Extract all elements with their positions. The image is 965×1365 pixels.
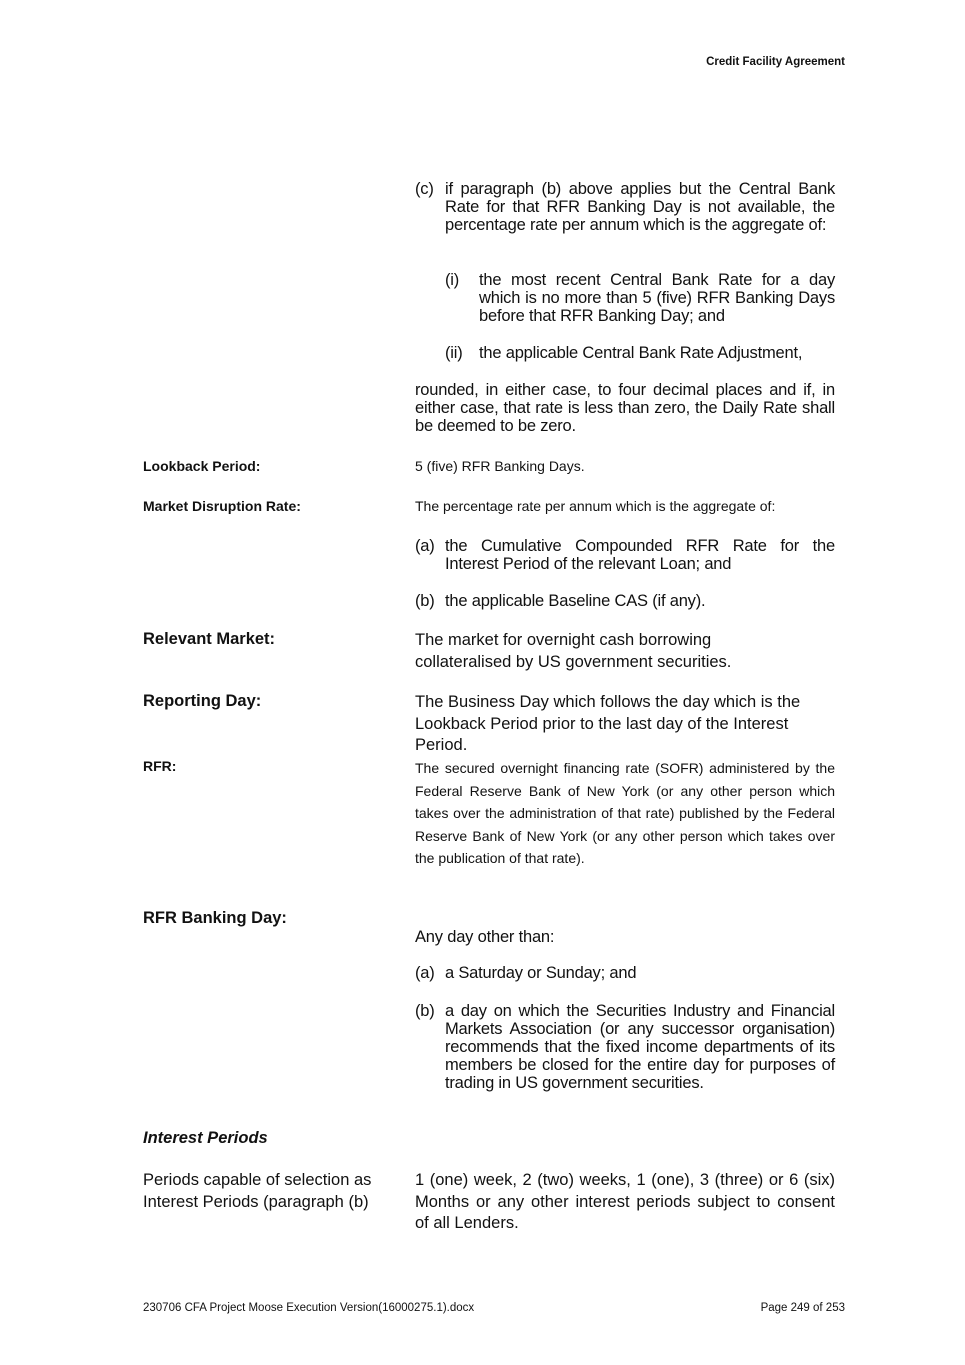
rfr-banking-day-item-a-text: a Saturday or Sunday; and [445,964,637,982]
relevant-market-line-1: The market for overnight cash borrowing [415,631,712,649]
footer-page-number: Page 249 of 253 [760,1302,845,1314]
footer-filename: 230706 CFA Project Moose Execution Version(16000275.1).docx [143,1302,475,1314]
relevant-market-text [415,630,835,673]
lookback-period-label: Lookback Period: [143,458,261,474]
market-disruption-item-b-marker: (b) [415,592,435,610]
sub-item-i-marker: (i) [445,271,460,289]
interest-periods-text: 1 (one) week, 2 (two) weeks, 1 (one), 3 (three) or 6 (six) Months or any other interest periods subject to consent of all Lenders. [415,1171,835,1232]
rfr-banking-day-intro: Any day other than: [415,928,555,946]
sub-item-ii [445,344,835,362]
reporting-day-text: The Business Day which follows the day which is the Lookback Period prior to the last day of the Interest Period. [415,693,801,754]
rfr-banking-day-item-b-text: a day on which the Securities Industry and Financial Markets Association (or any successor organisation) recommends that the fixed income departments of its members be closed for the entire day for purposes of trading in US government securities. [445,1002,835,1092]
paragraph-c [415,180,835,234]
paragraph-c-text: if paragraph (b) above applies but the Central Bank Rate for that RFR Banking Day is not available, the percentage rate per annum which is the aggregate of: [445,180,835,234]
market-disruption-item-b [415,592,835,610]
rfr-banking-day-item-b [415,1002,835,1092]
sub-item-i-text: the most recent Central Bank Rate for a day which is no more than 5 (five) RFR Banking Days before that RFR Banking Day; and [479,271,835,325]
rfr-banking-day-item-a [415,964,835,982]
sub-item-ii-marker: (ii) [445,344,463,362]
interest-periods-label [143,1170,403,1213]
market-disruption-item-a-text: the Cumulative Compounded RFR Rate for the Interest Period of the relevant Loan; and [445,537,835,573]
rfr-banking-day-item-a-marker: (a) [415,964,435,982]
sub-item-ii-text: the applicable Central Bank Rate Adjustment, [479,344,803,362]
interest-periods-label-line-2: Interest Periods (paragraph (b) [143,1192,369,1211]
market-disruption-item-b-text: the applicable Baseline CAS (if any). [445,592,706,610]
interest-periods-heading: Interest Periods [143,1129,268,1147]
lookback-period-text: 5 (five) RFR Banking Days. [415,458,585,474]
market-disruption-item-a-marker: (a) [415,537,435,555]
market-disruption-rate-label: Market Disruption Rate: [143,498,301,514]
reporting-day-label: Reporting Day: [143,692,262,710]
rfr-label: RFR: [143,758,177,774]
paragraph-c-marker: (c) [415,180,434,198]
market-disruption-rate-intro: The percentage rate per annum which is the aggregate of: [415,498,776,514]
running-header: Credit Facility Agreement [706,56,845,68]
rfr-banking-day-label: RFR Banking Day: [143,909,287,927]
market-disruption-item-a [415,537,835,573]
relevant-market-label: Relevant Market: [143,630,276,648]
rfr-text: The secured overnight financing rate (SOFR) administered by the Federal Reserve Bank of New York (or any other person which takes over the administration of that rate) published by the Federal Reserve Bank of New York (or any other person which takes over the publication of that rate). [415,760,835,867]
relevant-market-line-2: collateralised by US government securities. [415,652,732,671]
rfr-banking-day-item-b-marker: (b) [415,1002,435,1020]
interest-periods-label-line-1: Periods capable of selection as [143,1171,372,1189]
sub-item-i [445,271,835,325]
paragraph-c-closing: rounded, in either case, to four decimal places and if, in either case, that rate is less than zero, the Daily Rate shall be deemed to be zero. [415,381,835,435]
